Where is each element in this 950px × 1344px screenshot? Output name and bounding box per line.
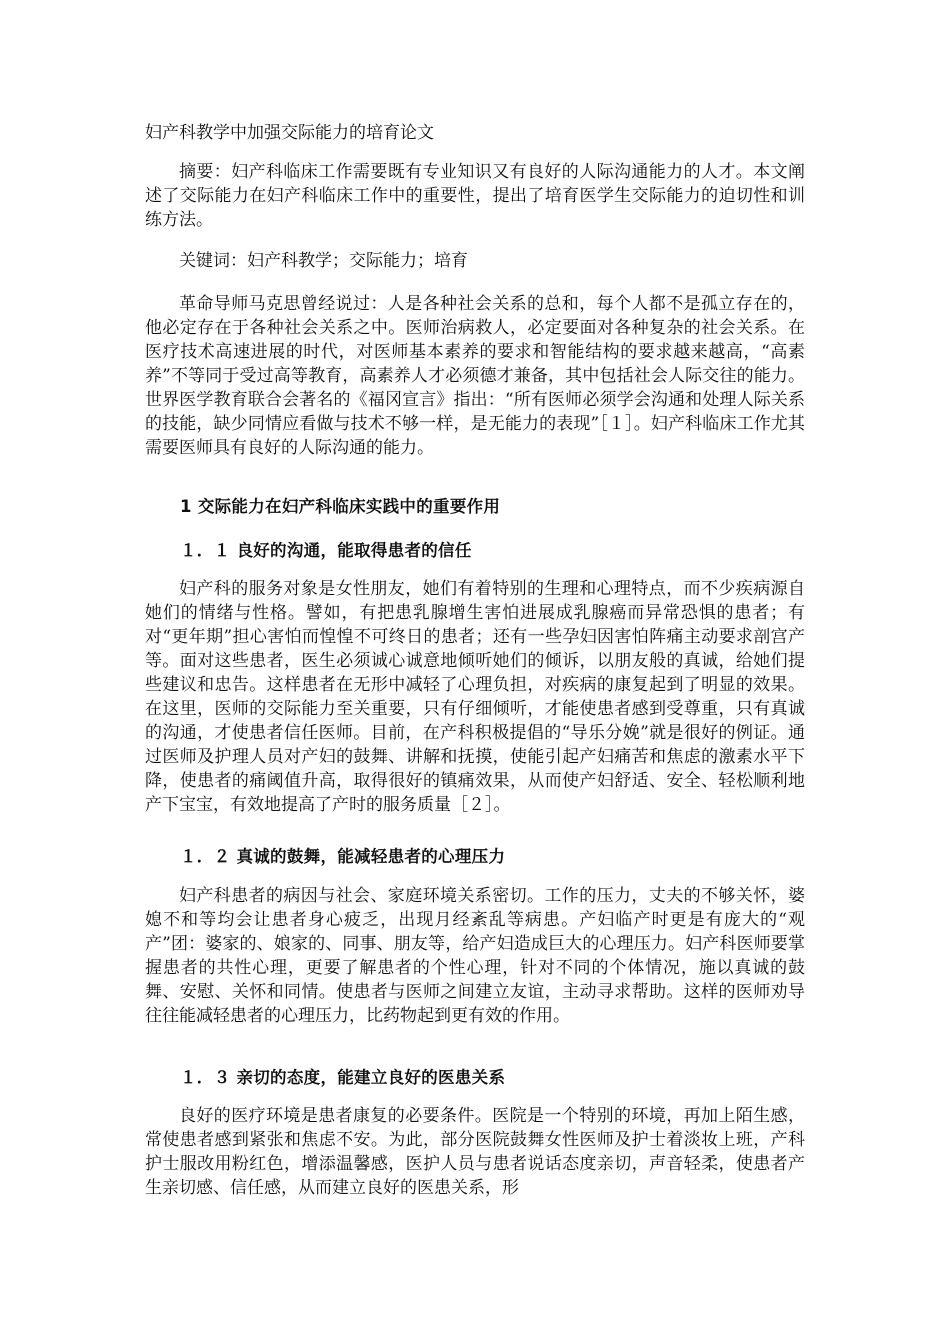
document-title: 妇产科教学中加强交际能力的培育论文 bbox=[145, 123, 434, 143]
subsection-1-1-heading: １．１ 良好的沟通，能取得患者的信任 bbox=[180, 541, 472, 560]
subsection-1-3-paragraph: 良好的医疗环境是患者康复的必要条件。医院是一个特别的环境，再加上陌生感，常使患者感到紧张和焦虑不安。为此，部分医院鼓舞女性医师及护士着淡妆上班，产科护士服改用粉红色，增添温馨感，医护人员与患者说话态度亲切，声音轻柔，使患者产生亲切感、信任感，从而建立良好的医患关系，形 bbox=[145, 1106, 805, 1198]
keywords-paragraph: 关键词：妇产科教学；交际能力；培育 bbox=[179, 251, 468, 271]
subsection-1-1-paragraph: 妇产科的服务对象是女性朋友，她们有着特别的生理和心理特点，而不少疾病源自她们的情绪与性格。譬如，有把患乳腺增生害怕进展成乳腺癌而异常恐惧的患者；有对“更年期”担心害怕而惶惶不可终日的患者；还有一些孕妇因害怕阵痛主动要求剖宫产等。面对这些患者，医生必须诚心诚意地倾听她们的倾诉，以朋友般的真诚，给她们提些建议和忠告。这样患者在无形中减轻了心理负担，对疾病的康复起到了明显的效果。在这里，医师的交际能力至关重要，只有仔细倾听，才能使患者感到受尊重，只有真诚的沟通，才使患者信任医师。目前，在产科积极提倡的“导乐分娩”就是很好的例证。通过医师及护理人员对产妇的鼓舞、讲解和抚摸，使能引起产妇痛苦和焦虑的激素水平下降，使患者的痛阈值升高，取得很好的镇痛效果，从而使产妇舒适、安全、轻松顺利地产下宝宝，有效地提高了产时的服务质量［２］。 bbox=[145, 579, 805, 815]
abstract-paragraph: 摘要：妇产科临床工作需要既有专业知识又有良好的人际沟通能力的人才。本文阐述了交际能力在妇产科临床工作中的重要性，提出了培育医学生交际能力的迫切性和训练方法。 bbox=[145, 162, 805, 230]
intro-paragraph: 革命导师马克思曾经说过：人是各种社会关系的总和，每个人都不是孤立存在的，他必定存在于各种社会关系之中。医师治病救人，必定要面对各种复杂的社会关系。在医疗技术高速进展的时代，对医师基本素养的要求和智能结构的要求越来越高，“高素养”不等同于受过高等教育，高素养人才必须德才兼备，其中包括社会人际交往的能力。世界医学教育联合会著名的《福冈宣言》指出：“所有医师必须学会沟通和处理人际关系的技能，缺少同情应看做与技术不够一样，是无能力的表现”［１］。妇产科临床工作尤其需要医师具有良好的人际沟通的能力。 bbox=[145, 294, 805, 458]
subsection-1-3-heading: １．３ 亲切的态度，能建立良好的医患关系 bbox=[180, 1068, 506, 1087]
subsection-1-2-paragraph: 妇产科患者的病因与社会、家庭环境关系密切。工作的压力，丈夫的不够关怀，婆媳不和等均会让患者身心疲乏，出现月经紊乱等病患。产妇临产时更是有庞大的“观产”团：婆家的、娘家的、同事、朋友等，给产妇造成巨大的心理压力。妇产科医师要掌握患者的共性心理，更要了解患者的个性心理，针对不同的个体情况，施以真诚的鼓舞、安慰、关怀和同情。使患者与医师之间建立友谊，主动寻求帮助。这样的医师劝导往往能减轻患者的心理压力，比药物起到更有效的作用。 bbox=[145, 886, 805, 1026]
subsection-1-2-heading: １．２ 真诚的鼓舞，能减轻患者的心理压力 bbox=[180, 847, 506, 866]
section-1-heading: 1 交际能力在妇产科临床实践中的重要作用 bbox=[180, 497, 501, 516]
